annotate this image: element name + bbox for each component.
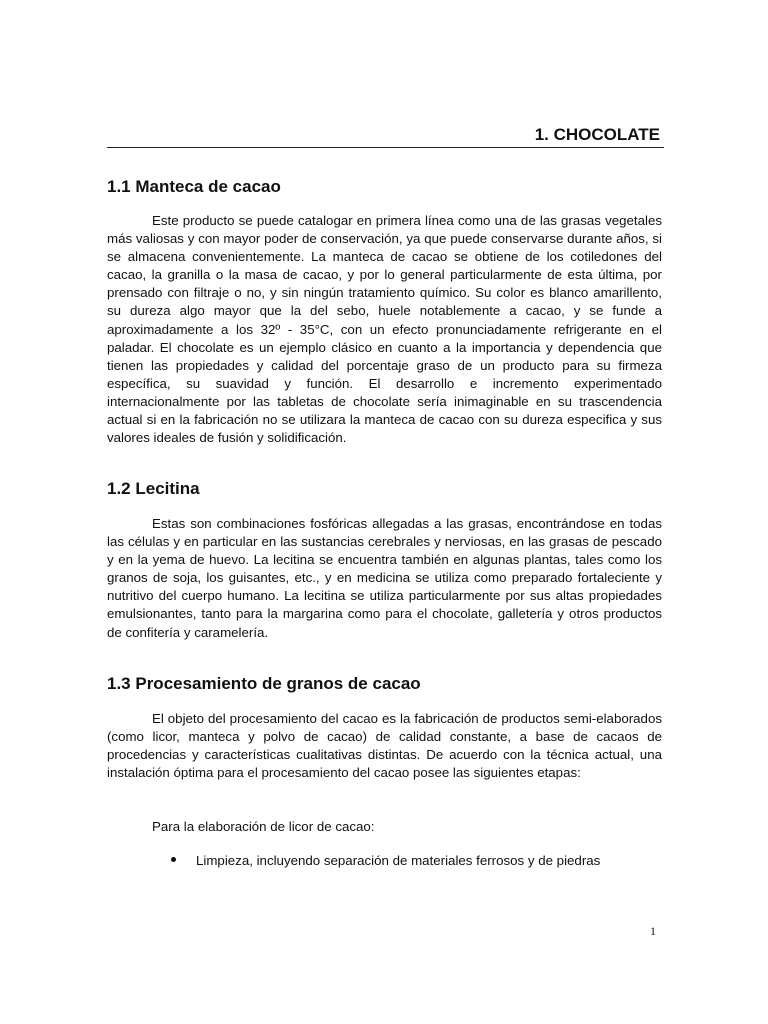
list-item-text: Limpieza, incluyendo separación de materiales ferrosos y de piedras [196,853,601,868]
chapter-title-rule [107,147,664,148]
list-item [171,852,600,870]
section-heading-manteca-de-cacao: 1.1 Manteca de cacao [107,177,281,196]
paragraph-manteca-de-cacao: Este producto se puede catalogar en primera línea como una de las grasas vegetales más valiosas y con mayor poder de conservación, ya que puede conservarse durante años, si se almacena convenientemente. La manteca de cacao se obtiene de los cotiledones del cacao, la granilla o la masa de cacao, y por lo general particularmente de esta última, por prensado con filtraje o no, y sin ningún tratamiento químico. Su color es blanco amarillento, su dureza algo mayor que la del sebo, huele notablemente a cacao, y se funde a aproximadamente a los 32º - 35°C, con un efecto pronunciadamente refrigerante en el paladar. El chocolate es un ejemplo clásico en cuanto a la importancia y dependencia que tienen las propiedades y calidad del porcentaje graso de un producto para su firmeza específica, su suavidad y función. El desarrollo e incremento experimentado internacionalmente por las tabletas de chocolate sería inimaginable en su trascendencia actual si en la fabricación no se utilizara la manteca de cacao con su dureza especifica y sus valores ideales de fusión y solidificación. [107,213,662,446]
document-page [107,0,662,1024]
bullet-icon [171,857,176,862]
paragraph-lecitina: Estas son combinaciones fosfóricas allegadas a las grasas, encontrándose en todas las células y en particular en las sustancias cerebrales y nerviosas, en las grasas de pescado y en la yema de huevo. La lecitina se encuentra también en algunas plantas, tales como los granos de soja, los guisantes, etc., y en medicina se utiliza como preparado fortaleciente y nutritivo del cuerpo humano. La lecitina se utiliza particularmente por sus altas propiedades emulsionantes, tanto para la margarina como para el chocolate, galletería y otros productos de confitería y caramelería. [107,516,662,640]
section-heading-lecitina: 1.2 Lecitina [107,479,200,498]
paragraph-procesamiento: El objeto del procesamiento del cacao es la fabricación de productos semi-elaborados (como licor, manteca y polvo de cacao) de calidad constante, a base de cacaos de procedencias y características cualitativas distintas. De acuerdo con la técnica actual, una instalación óptima para el procesamiento del cacao posee las siguientes etapas: [107,711,662,781]
lead-in-licor-de-cacao: Para la elaboración de licor de cacao: [152,819,375,834]
page-number: 1 [650,924,656,938]
chapter-title: 1. CHOCOLATE [534,125,660,144]
section-heading-procesamiento: 1.3 Procesamiento de granos de cacao [107,674,421,693]
